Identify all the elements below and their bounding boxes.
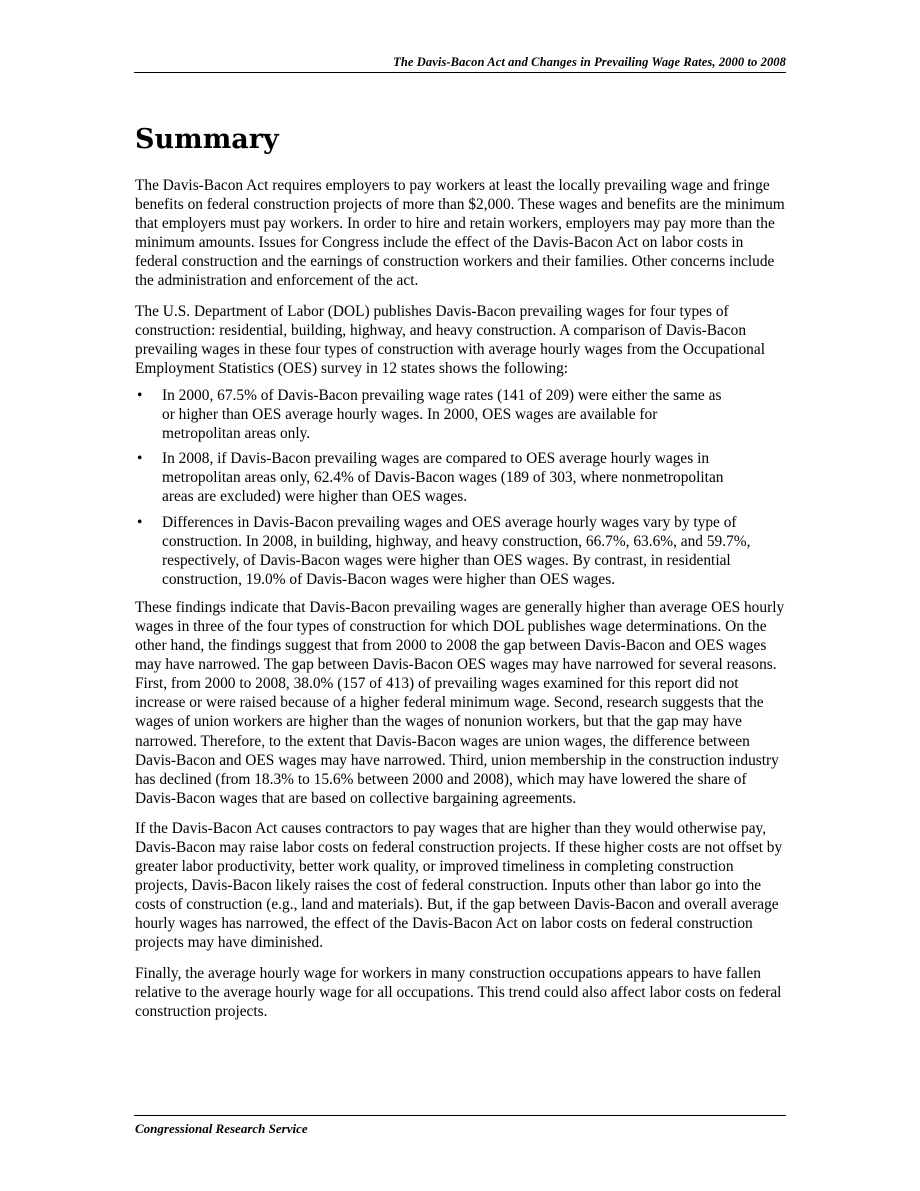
bullet-marker: • <box>137 450 143 468</box>
header-rule <box>134 72 786 73</box>
bullet-marker: • <box>137 386 143 404</box>
section-title: Summary <box>135 124 279 155</box>
running-footer: Congressional Research Service <box>135 1121 308 1136</box>
paragraph-conclusion: Finally, the average hourly wage for workers in many construction occupations appears to have fallen relative to the average hourly wage for all occupations. This trend could also affect labor costs on federal construction projects. <box>135 964 782 1020</box>
list-item <box>135 513 787 589</box>
findings-list <box>135 386 787 589</box>
bullet-text: In 2000, 67.5% of Davis-Bacon prevailing wage rates (141 of 209) were either the same as or higher than OES average hourly wages. In 2000, OES wages are available for metropolitan areas only. <box>162 386 722 443</box>
bullet-text: In 2008, if Davis-Bacon prevailing wages are compared to OES average hourly wages in metropolitan areas only, 62.4% of Davis-Bacon wages (189 of 303, where nonmetropolitan areas are excluded) were higher than OES wages. <box>162 450 724 506</box>
paragraph-intro: The Davis-Bacon Act requires employers to pay workers at least the locally prevailing wage and fringe benefits on federal construction projects of more than $2,000. These wages and benefits are the minimum that employers must pay workers. In order to hire and retain workers, employers may pay more than the minimum amounts. Issues for Congress include the effect of the Davis-Bacon Act on labor costs in federal construction and the earnings of construction workers and their families. Other concerns include the administration and enforcement of the act. <box>135 177 785 290</box>
paragraph-dol-comparison: The U.S. Department of Labor (DOL) publishes Davis-Bacon prevailing wages for four types of construction: residential, building, highway, and heavy construction. A comparison of Davis-Bacon prevailing wages in these four types of construction with average hourly wages from the Occupational Employment Statistics (OES) survey in 12 states shows the following: <box>135 302 765 377</box>
list-item <box>135 449 787 506</box>
footer-rule <box>134 1115 786 1116</box>
paragraph-findings-interpretation: These findings indicate that Davis-Bacon prevailing wages are generally higher than average OES hourly wages in three of the four types of construction for which DOL publishes wage determinations. On the other hand, the findings suggest that from 2000 to 2008 the gap between Davis-Bacon and OES wages may have narrowed. The gap between Davis-Bacon OES wages may have narrowed for several reasons. First, from 2000 to 2008, 38.0% (157 of 413) of prevailing wages examined for this report did not increase or were raised because of a higher federal minimum wage. Second, research suggests that the wages of union workers are higher than the wages of nonunion workers, but that the gap may have narrowed. Therefore, to the extent that Davis-Bacon wages are union wages, the difference between Davis-Bacon and OES wages may have narrowed. Third, union membership in the construction industry has declined (from 18.3% to 15.6% between 2000 and 2008), which may have lowered the share of Davis-Bacon wages that are based on collective bargaining agreements. <box>135 598 785 807</box>
summary-body <box>135 176 787 1032</box>
paragraph-labor-costs: If the Davis-Bacon Act causes contractors to pay wages that are higher than they would otherwise pay, Davis-Bacon may raise labor costs on federal construction projects. If these higher costs are not offset by greater labor productivity, better work quality, or improved timeliness in completing construction projects, Davis-Bacon likely raises the cost of federal construction. Inputs other than labor go into the costs of construction (e.g., land and materials). But, if the gap between Davis-Bacon and overall average hourly wages has narrowed, the effect of the Davis-Bacon Act on labor costs on federal construction projects may have diminished. <box>135 819 783 952</box>
bullet-marker: • <box>137 513 143 531</box>
list-item <box>135 386 787 443</box>
bullet-text: Differences in Davis-Bacon prevailing wages and OES average hourly wages vary by type of construction. In 2008, in building, highway, and heavy construction, 66.7%, 63.6%, and 59.7%, respectively, of Davis-Bacon wages were higher than OES wages. By contrast, in residential construction, 19.0% of Davis-Bacon wages were higher than OES wages. <box>162 513 751 588</box>
running-header: The Davis-Bacon Act and Changes in Prevailing Wage Rates, 2000 to 2008 <box>393 55 786 69</box>
